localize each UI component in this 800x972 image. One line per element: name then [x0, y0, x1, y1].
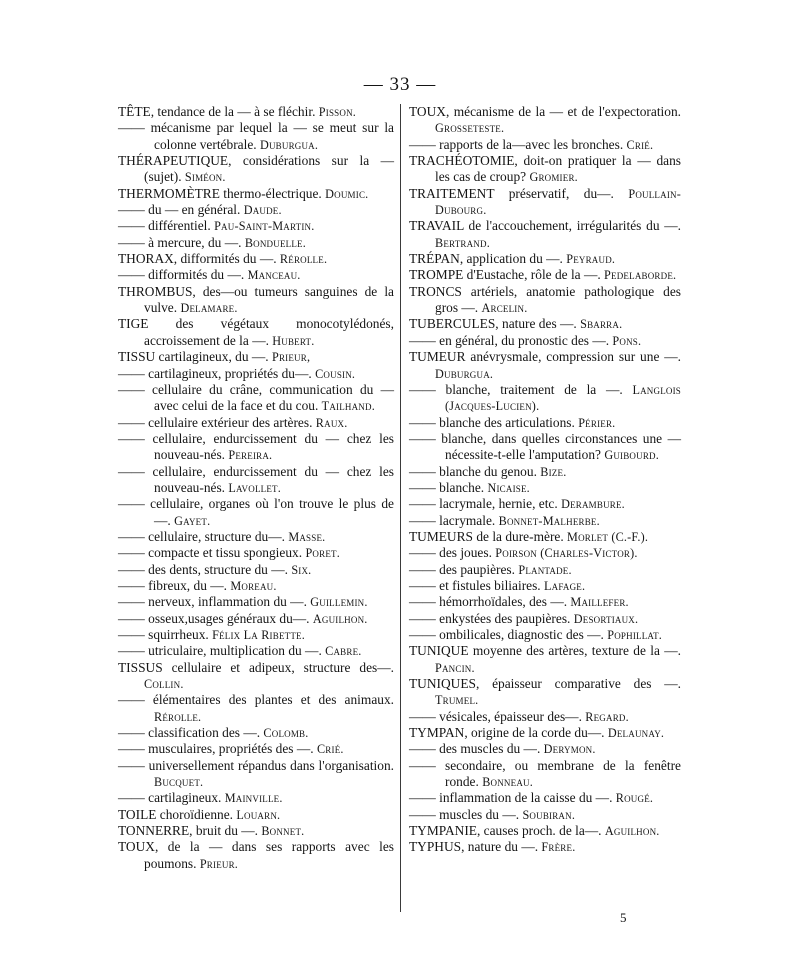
entry-author: Frère. [541, 840, 576, 855]
entry-subject: —— et fistules biliaires. [409, 577, 544, 593]
entry-subject: —— blanche du genou. [409, 463, 541, 479]
entry-author: Poret. [305, 546, 340, 561]
entry-author: Masse. [288, 529, 326, 544]
entry-subject: TRONCS artériels, anatomie pathologique des gros —. [409, 283, 681, 316]
entry-subject: —— cellulaire, structure du—. [118, 528, 289, 544]
index-entry [118, 758, 394, 791]
entry-author: Rougé. [615, 791, 654, 806]
entry-author: Poirson (Charles-Victor). [495, 546, 638, 561]
index-entry [118, 823, 394, 839]
entry-author: Crié. [316, 742, 344, 757]
entry-subject: —— osseux,usages généraux du—. [118, 610, 313, 626]
entry-author: Pereira. [228, 448, 273, 463]
entry-author: Rérolle. [279, 252, 328, 267]
index-entry [409, 480, 681, 496]
entry-author: Duburgua. [259, 137, 319, 152]
entry-subject: —— blanche, dans quelles circonstances une — nécessite-t-elle l'amputation? [409, 430, 681, 463]
entry-author: Cabre. [325, 644, 362, 659]
entry-author: Bonduelle. [244, 235, 306, 250]
entry-subject: THÉRAPEUTIQUE, considérations sur la — (sujet). [118, 153, 394, 185]
entry-subject: TUNIQUE moyenne des artères, texture de la —. [409, 643, 681, 659]
entry-subject: —— cellulaire extérieur des artères. [118, 414, 316, 430]
entry-author: Crié. [626, 137, 654, 152]
index-entry [118, 839, 394, 872]
index-entry [409, 790, 681, 806]
entry-subject: —— du — en général. [118, 202, 244, 218]
entry-subject: —— difformités du —. [118, 267, 248, 283]
entry-subject: —— blanche. [409, 479, 488, 495]
entry-author: Derymon. [543, 742, 596, 757]
index-entry [409, 153, 681, 186]
entry-author: Desortiaux. [573, 611, 639, 626]
entry-subject: TUBERCULES, nature des —. [409, 316, 581, 332]
entry-author: Trumel. [435, 693, 479, 708]
entry-author: Raux. [315, 415, 348, 430]
entry-author: Colomb. [263, 726, 309, 741]
index-entry [118, 741, 394, 757]
index-entry [118, 627, 394, 643]
entry-subject: —— cellulaire, endurcissement du — chez les nouveau-nés. [118, 430, 394, 463]
entry-subject: TYMPAN, origine de la corde du—. [409, 725, 608, 741]
entry-subject: —— rapports de la—avec les bronches. [409, 136, 627, 152]
index-entry [409, 758, 681, 791]
entry-author: Bertrand. [435, 235, 490, 250]
index-entry [409, 725, 681, 741]
entry-author: Bonnet-Malherbe. [498, 513, 600, 528]
entry-subject: —— secondaire, ou membrane de la fenêtre ronde. [409, 757, 681, 790]
entry-author: Soubiran. [522, 807, 576, 822]
index-entry [409, 594, 681, 610]
entry-subject: —— cellulaire du crâne, communication du — avec celui de la face et du cou. [118, 381, 394, 414]
entry-subject: —— lacrymale. [409, 512, 499, 528]
entry-author: Plantade. [518, 562, 572, 577]
entry-subject: —— à mercure, du —. [118, 234, 245, 250]
index-entry [409, 415, 681, 431]
entry-author: Guillemin. [310, 595, 368, 610]
entry-subject: —— nerveux, inflammation du —. [118, 594, 311, 610]
entry-author: Guibourd. [604, 448, 659, 463]
entry-author: Doumic. [325, 186, 369, 201]
entry-author: Hubert. [272, 333, 315, 348]
entry-author: Derambure. [561, 497, 625, 512]
entry-author: Gromier. [529, 170, 578, 185]
index-entry [409, 709, 681, 725]
index-entry [118, 431, 394, 464]
index-entry [118, 218, 394, 234]
index-entry [409, 267, 681, 283]
entry-author: Lavollet. [228, 480, 281, 495]
index-entry [409, 349, 681, 382]
entry-subject: TONNERRE, bruit du —. [118, 823, 262, 839]
entry-subject: TOUX, mécanisme de la — et de l'expectoration. [409, 104, 681, 119]
entry-subject: —— blanche, traitement de la —. [409, 381, 633, 397]
entry-subject: —— universellement répandus dans l'organisation. [118, 757, 394, 773]
entry-subject: TRÉPAN, application du —. [409, 251, 567, 267]
index-entry [409, 529, 681, 545]
index-entry [118, 235, 394, 251]
entry-author: Pophillat. [607, 628, 663, 642]
entry-subject: —— hémorrhoïdales, des —. [409, 594, 571, 610]
entry-author: Moreau. [230, 578, 277, 593]
index-entry [118, 807, 394, 823]
index-entry [409, 562, 681, 578]
entry-author: Arcelin. [481, 301, 528, 316]
entry-subject: —— squirrheux. [118, 627, 213, 642]
index-entry [409, 839, 681, 855]
entry-subject: —— différentiel. [118, 218, 215, 234]
index-entry [409, 137, 681, 153]
entry-subject: TOILE choroïdienne. [118, 806, 237, 822]
entry-author: Cousin. [315, 366, 356, 381]
entry-subject: TYPHUS, nature du —. [409, 839, 542, 855]
index-entry [118, 202, 394, 218]
entry-author: Sbarra. [580, 317, 623, 332]
entry-author: Grosseteste. [435, 121, 505, 136]
entry-subject: —— cartilagineux, propriétés du—. [118, 365, 316, 381]
entry-author: Prieur, [271, 350, 311, 365]
entry-author: Louarn. [236, 807, 281, 822]
index-entry [409, 218, 681, 251]
index-entry [118, 496, 394, 529]
index-entry [118, 790, 394, 806]
entry-subject: —— enkystées des paupières. [409, 610, 574, 626]
index-entry [118, 284, 394, 317]
index-entry [118, 104, 394, 120]
entry-subject: —— en général, du pronostic des —. [409, 332, 613, 348]
entry-subject: —— ombilicales, diagnostic des —. [409, 627, 608, 642]
entry-subject: —— cellulaire, endurcissement du — chez les nouveau-nés. [118, 463, 394, 495]
entry-subject: —— vésicales, épaisseur des—. [409, 708, 586, 724]
index-entry [118, 382, 394, 415]
index-entry [409, 104, 681, 137]
index-entry [118, 578, 394, 594]
entry-author: Six. [291, 562, 312, 577]
column-divider [400, 104, 401, 912]
entry-subject: TOUX, de la — dans ses rapports avec les poumons. [118, 839, 394, 871]
entry-author: Nicaise. [487, 480, 530, 495]
entry-author: Manceau. [247, 268, 301, 283]
entry-author: Morlet (C.-F.). [567, 529, 649, 544]
index-column-right [409, 104, 681, 856]
entry-subject: TYMPANIE, causes proch. de la—. [409, 823, 605, 839]
entry-author: Gayet. [174, 513, 211, 528]
entry-author: Tailhand. [321, 399, 375, 414]
entry-subject: —— des paupières. [409, 561, 519, 577]
index-entry [409, 643, 681, 676]
entry-subject: —— lacrymale, hernie, etc. [409, 496, 562, 512]
page-number: — 33 — [363, 74, 437, 95]
entry-subject: THROMBUS, des—ou tumeurs sanguines de la vulve. [118, 283, 394, 316]
entry-author: Lafage. [544, 578, 586, 593]
entry-subject: —— élémentaires des plantes et des animaux. [118, 692, 394, 708]
entry-author: Delaunay. [607, 726, 665, 741]
entry-author: Pisson. [318, 105, 357, 119]
index-entry [118, 267, 394, 283]
printer-signature: 5 [620, 910, 627, 925]
entry-subject: —— classification des —. [118, 725, 264, 741]
entry-author: Pons. [612, 333, 642, 348]
index-entry [409, 578, 681, 594]
entry-author: Bonnet. [261, 824, 305, 839]
index-entry [118, 725, 394, 741]
index-entry [118, 415, 394, 431]
entry-subject: TIGE des végétaux monocotylédonés, accroissement de la —. [118, 316, 394, 348]
entry-subject: —— des muscles du —. [409, 741, 544, 757]
index-entry [118, 529, 394, 545]
index-entry [409, 496, 681, 512]
index-entry [118, 120, 394, 153]
index-entry [118, 611, 394, 627]
entry-subject: TROMPE d'Eustache, rôle de la —. [409, 267, 605, 283]
index-entry [118, 660, 394, 693]
index-entry [118, 545, 394, 561]
index-entry [118, 464, 394, 497]
entry-author: Pancin. [435, 660, 475, 675]
entry-subject: TUMEURS de la dure-mère. [409, 528, 568, 544]
index-entry [118, 366, 394, 382]
entry-subject: —— mécanisme par lequel la — se meut sur la colonne vertébrale. [118, 120, 394, 152]
index-column-left [118, 104, 394, 872]
entry-author: Collin. [144, 677, 184, 692]
entry-subject: —— muscles du —. [409, 806, 523, 822]
entry-author: Delamare. [180, 301, 238, 316]
index-entry [409, 807, 681, 823]
index-entry [409, 676, 681, 709]
index-entry [409, 431, 681, 464]
entry-subject: —— utriculaire, multiplication du —. [118, 643, 326, 659]
entry-author: Pedelaborde. [604, 268, 677, 283]
index-entry [409, 513, 681, 529]
entry-subject: TUMEUR anévrysmale, compression sur une —. [409, 349, 681, 365]
entry-author: Poullain-Dubourg. [435, 186, 681, 218]
index-entry [409, 284, 681, 317]
entry-subject: —— fibreux, du —. [118, 577, 231, 593]
index-entry [409, 251, 681, 267]
entry-subject: —— musculaires, propriétés des —. [118, 741, 317, 757]
index-entry [118, 692, 394, 725]
entry-author: Mainville. [224, 791, 283, 806]
index-entry [118, 643, 394, 659]
entry-author: Bucquet. [154, 775, 204, 790]
entry-author: Siméon. [184, 170, 226, 185]
index-entry [118, 562, 394, 578]
entry-author: Prieur. [199, 856, 239, 871]
entry-subject: TUNIQUES, épaisseur comparative des —. [409, 676, 681, 692]
entry-subject: TÊTE, tendance de la — à se fléchir. [118, 104, 319, 119]
entry-author: Regard. [585, 709, 629, 724]
entry-author: Duburgua. [435, 366, 494, 381]
entry-subject: —— blanche des articulations. [409, 414, 579, 430]
index-entry [118, 153, 394, 186]
index-entry [118, 251, 394, 267]
entry-subject: —— cartilagineux. [118, 790, 225, 806]
index-entry [409, 382, 681, 415]
entry-author: Félix La Ribette. [212, 628, 305, 642]
entry-author: Aguilhon. [312, 611, 368, 626]
entry-subject: —— cellulaire, organes où l'on trouve le plus de —. [118, 496, 394, 528]
entry-author: Pau-Saint-Martin. [214, 219, 315, 234]
entry-subject: —— des dents, structure du —. [118, 561, 292, 577]
index-entry [409, 823, 681, 839]
entry-author: Bize. [540, 464, 567, 479]
entry-subject: THORAX, difformités du —. [118, 251, 280, 267]
entry-subject: TRAVAIL de l'accouchement, irrégularités du —. [409, 218, 681, 234]
entry-subject: TRACHÉOTOMIE, doit-on pratiquer la — dans les cas de croup? [409, 153, 681, 185]
entry-subject: THERMOMÈTRE thermo-électrique. [118, 185, 326, 201]
entry-author: Périer. [578, 415, 616, 430]
entry-subject: TRAITEMENT préservatif, du—. [409, 185, 629, 201]
entry-author: Bonneau. [482, 775, 533, 790]
index-entry [118, 186, 394, 202]
index-entry [409, 186, 681, 219]
index-entry [409, 627, 681, 643]
index-entry [409, 741, 681, 757]
index-entry [409, 611, 681, 627]
index-entry [118, 594, 394, 610]
entry-author: Daude. [243, 203, 282, 218]
index-entry [118, 316, 394, 349]
entry-subject: —— compacte et tissu spongieux. [118, 545, 306, 561]
index-entry [409, 545, 681, 561]
entry-author: Maillefer. [570, 595, 629, 610]
index-entry [409, 464, 681, 480]
index-entry [409, 333, 681, 349]
entry-author: Peyraud. [566, 252, 616, 267]
entry-subject: —— inflammation de la caisse du —. [409, 790, 616, 806]
entry-author: Rérolle. [154, 709, 202, 724]
entry-subject: TISSUS cellulaire et adipeux, structure des—. [118, 659, 394, 675]
entry-subject: TISSU cartilagineux, du —. [118, 349, 272, 365]
entry-subject: —— des joues. [409, 545, 496, 561]
index-entry [118, 349, 394, 365]
entry-author: Aguilhon. [604, 824, 660, 839]
index-entry [409, 316, 681, 332]
entry-author: Langlois (Jacques-Lucien). [445, 382, 681, 414]
